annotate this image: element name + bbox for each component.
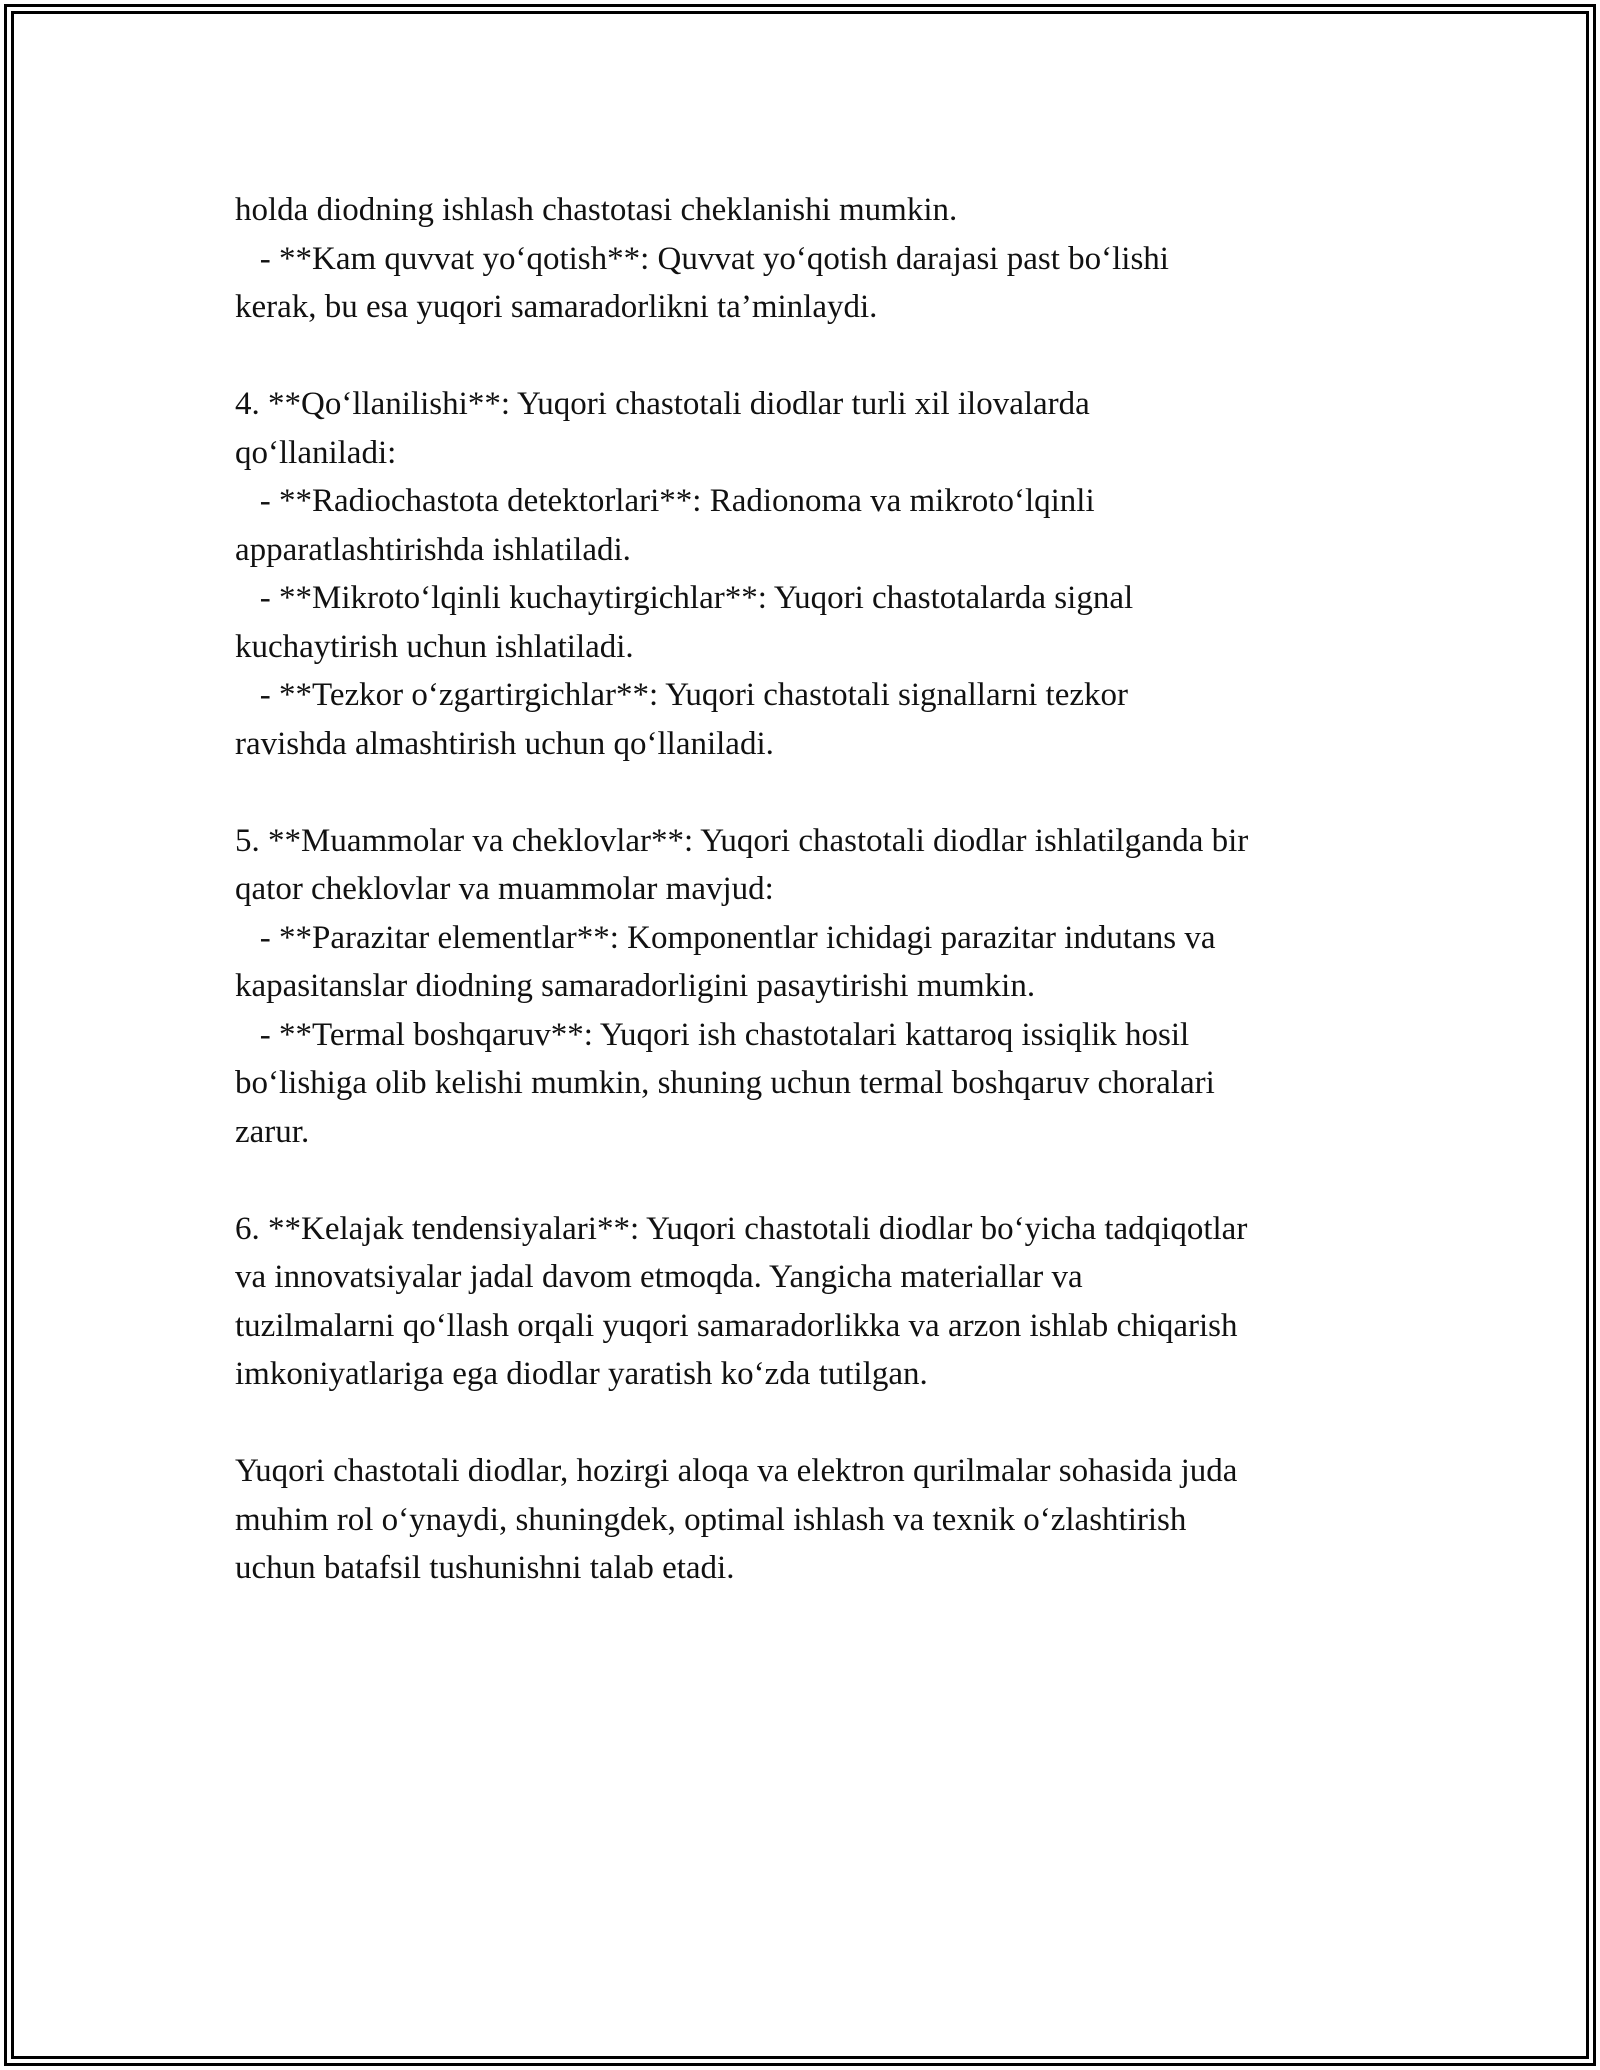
text-line: - **Kam quvvat yo‘qotish**: Quvvat yo‘qotish darajasi past bo‘lishi	[235, 240, 1169, 277]
text-line: - **Radiochastota detektorlari**: Radionoma va mikroto‘lqinli	[235, 483, 1095, 519]
text-line: va innovatsiyalar jadal davom etmoqda. Yangicha materiallar va	[235, 1259, 1083, 1295]
text-line: 4. **Qo‘llanilishi**: Yuqori chastotali diodlar turli xil ilovalarda	[235, 386, 1090, 422]
text-line: tuzilmalarni qo‘llash orqali yuqori samaradorlikka va arzon ishlab chiqarish	[235, 1307, 1238, 1344]
text-line: muhim rol o‘ynaydi, shuningdek, optimal ishlash va texnik o‘zlashtirish	[235, 1501, 1187, 1538]
document-body	[235, 186, 1405, 1641]
text-line: ravishda almashtirish uchun qo‘llaniladi.	[235, 725, 774, 762]
text-line: - **Parazitar elementlar**: Komponentlar ichidagi parazitar indutans va	[235, 919, 1216, 956]
text-line: qo‘llaniladi:	[235, 434, 397, 471]
text-line: kapasitanslar diodning samaradorligini pasaytirishi mumkin.	[235, 968, 1036, 1004]
paragraph-future-trends	[235, 1205, 1405, 1399]
text-line: 6. **Kelajak tendensiyalari**: Yuqori chastotali diodlar bo‘yicha tadqiqotlar	[235, 1210, 1248, 1247]
text-line: holda diodning ishlash chastotasi cheklanishi mumkin.	[235, 192, 958, 228]
paragraph-conclusion	[235, 1447, 1405, 1593]
text-line: kerak, bu esa yuqori samaradorlikni ta’minlaydi.	[235, 289, 878, 325]
paragraph-power-loss	[235, 186, 1405, 332]
text-line: uchun batafsil tushunishni talab etadi.	[235, 1550, 735, 1586]
text-line: - **Tezkor o‘zgartirgichlar**: Yuqori chastotali signallarni tezkor	[235, 677, 1128, 713]
text-line: zarur.	[235, 1113, 310, 1150]
text-line: qator cheklovlar va muammolar mavjud:	[235, 871, 774, 907]
text-line: bo‘lishiga olib kelishi mumkin, shuning uchun termal boshqaruv choralari	[235, 1065, 1215, 1101]
text-line: apparatlashtirishda ishlatiladi.	[235, 531, 631, 568]
text-line: 5. **Muammolar va cheklovlar**: Yuqori chastotali diodlar ishlatilganda bir	[235, 822, 1249, 859]
text-line: Yuqori chastotali diodlar, hozirgi aloqa va elektron qurilmalar sohasida juda	[235, 1453, 1238, 1489]
text-line: - **Mikroto‘lqinli kuchaytirgichlar**: Yuqori chastotalarda signal	[235, 580, 1134, 616]
text-line: imkoniyatlariga ega diodlar yaratish ko‘zda tutilgan.	[235, 1356, 928, 1392]
paragraph-applications	[235, 380, 1405, 768]
text-line: - **Termal boshqaruv**: Yuqori ish chastotalari kattaroq issiqlik hosil	[235, 1016, 1190, 1053]
paragraph-problems-limitations	[235, 817, 1405, 1157]
text-line: kuchaytirish uchun ishlatiladi.	[235, 628, 634, 665]
